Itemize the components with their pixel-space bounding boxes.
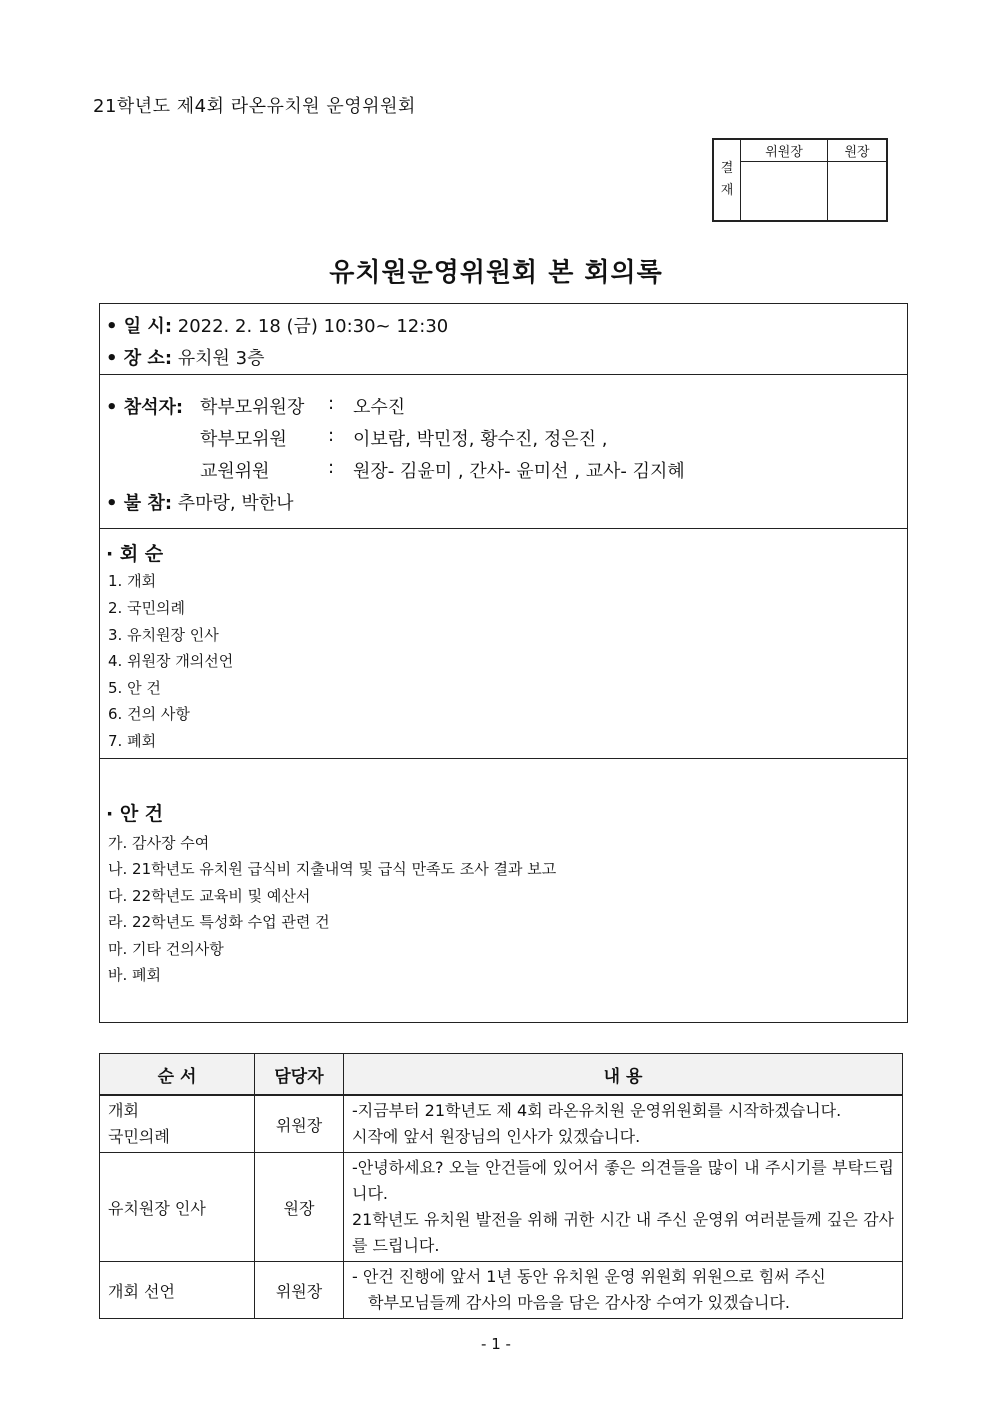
page-number: - 1 - bbox=[481, 1335, 511, 1353]
approval-col-director: 원장 bbox=[828, 140, 887, 162]
attendee-sep: : bbox=[328, 393, 335, 414]
date-place-section bbox=[100, 304, 907, 375]
order-item: 1. 개회 bbox=[108, 572, 157, 590]
agenda-item: 마. 기타 건의사항 bbox=[108, 940, 224, 958]
person-cell: 위원장 bbox=[255, 1095, 344, 1153]
agenda-item: 다. 22학년도 교육비 및 예산서 bbox=[108, 887, 311, 905]
date-value: 2022. 2. 18 (금) 10:30~ 12:30 bbox=[177, 316, 449, 337]
approval-box bbox=[712, 138, 888, 222]
person-cell: 원장 bbox=[255, 1153, 344, 1262]
agenda-item: 가. 감사장 수여 bbox=[108, 834, 210, 852]
approval-label: 결 재 bbox=[714, 140, 741, 221]
agenda-title: · 안 건 bbox=[106, 803, 164, 825]
agenda-item: 바. 폐회 bbox=[108, 966, 162, 984]
agenda-section bbox=[100, 759, 907, 1024]
attendees-label: • 참석자: bbox=[106, 397, 184, 418]
order-cell: 유치원장 인사 bbox=[100, 1153, 255, 1262]
content-cell: -안녕하세요? 오늘 안건들에 있어서 좋은 의견들을 많이 내 주시기를 부탁드립니다. 21학년도 유치원 발전을 위해 귀한 시간 내 주신 운영위 여러분들께 깊은 감사를 드립니다. bbox=[344, 1153, 903, 1262]
attendee-row: 학부모위원 bbox=[200, 429, 287, 450]
order-item: 6. 건의 사항 bbox=[108, 705, 190, 723]
content-cell: -지금부터 21학년도 제 4회 라온유치원 운영위원회를 시작하겠습니다. 시작에 앞서 원장님의 인사가 있겠습니다. bbox=[344, 1095, 903, 1153]
attendees-section bbox=[100, 375, 907, 529]
order-cell: 개회 선언 bbox=[100, 1262, 255, 1319]
col-header-person: 담당자 bbox=[255, 1054, 344, 1096]
attendee-row: 학부모위원장 bbox=[200, 397, 305, 418]
person-cell: 위원장 bbox=[255, 1262, 344, 1319]
attendee-sep: : bbox=[328, 425, 335, 446]
absent-value: 추마랑, 박한나 bbox=[177, 493, 294, 514]
absent-label: • 불 참: bbox=[106, 493, 173, 514]
place-label: • 장 소: bbox=[106, 348, 173, 369]
attendee-sep: : bbox=[328, 457, 335, 478]
place-value: 유치원 3층 bbox=[177, 348, 265, 369]
col-header-order: 순 서 bbox=[100, 1054, 255, 1096]
table-row bbox=[100, 1262, 903, 1319]
attendee-names: 오수진 bbox=[353, 397, 406, 418]
document-title: 유치원운영위원회 본 회의록 bbox=[329, 258, 663, 288]
table-row bbox=[100, 1153, 903, 1262]
order-item: 2. 국민의례 bbox=[108, 599, 186, 617]
order-cell: 개회 국민의례 bbox=[100, 1095, 255, 1153]
meeting-header: 21학년도 제4회 라온유치원 운영위원회 bbox=[93, 96, 416, 117]
order-item: 4. 위원장 개의선언 bbox=[108, 652, 234, 670]
order-section bbox=[100, 529, 907, 759]
attendee-names: 원장- 김윤미 , 간사- 윤미선 , 교사- 김지혜 bbox=[353, 461, 685, 482]
agenda-item: 라. 22학년도 특성화 수업 관련 건 bbox=[108, 913, 330, 931]
order-item: 5. 안 건 bbox=[108, 679, 161, 697]
proceedings-table bbox=[99, 1053, 903, 1319]
order-title: · 회 순 bbox=[106, 543, 164, 565]
info-box bbox=[99, 303, 908, 1023]
order-item: 7. 폐회 bbox=[108, 732, 157, 750]
attendee-names: 이보람, 박민정, 황수진, 정은진 , bbox=[353, 429, 608, 450]
approval-sign-director[interactable] bbox=[828, 162, 887, 221]
approval-sign-chair[interactable] bbox=[741, 162, 828, 221]
order-item: 3. 유치원장 인사 bbox=[108, 626, 219, 644]
approval-col-chair: 위원장 bbox=[741, 140, 828, 162]
table-row bbox=[100, 1095, 903, 1153]
col-header-content: 내 용 bbox=[344, 1054, 903, 1096]
date-label: • 일 시: bbox=[106, 316, 173, 337]
content-cell: - 안건 진행에 앞서 1년 동안 유치원 운영 위원회 위원으로 힘써 주신 학부모님들께 감사의 마음을 담은 감사장 수여가 있겠습니다. bbox=[344, 1262, 903, 1319]
attendee-row: 교원위원 bbox=[200, 461, 270, 482]
agenda-item: 나. 21학년도 유치원 급식비 지출내역 및 급식 만족도 조사 결과 보고 bbox=[108, 860, 557, 878]
